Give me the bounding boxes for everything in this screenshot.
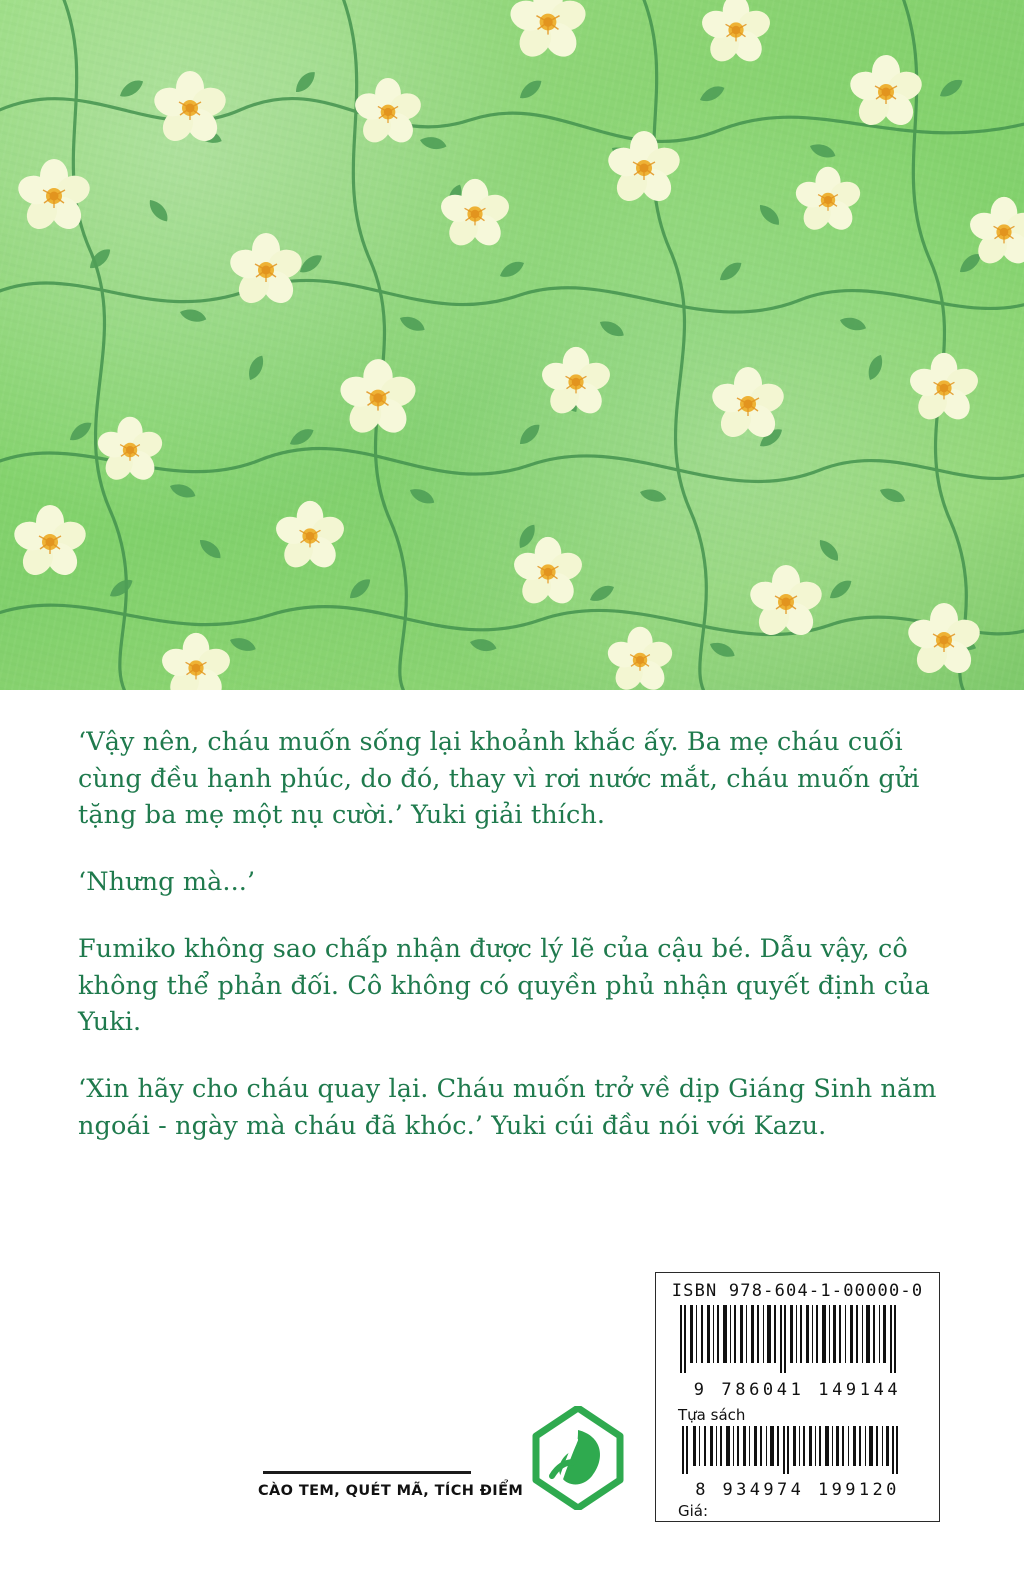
- ean13-barcode-primary: [666, 1305, 929, 1379]
- ean13-bars-primary: [666, 1305, 931, 1379]
- scratch-points-block: [258, 1471, 524, 1499]
- ean13-digits-secondary: 8 934974 199120: [695, 1480, 900, 1500]
- ean13-barcode-secondary: [670, 1426, 925, 1480]
- ean13-bars-secondary: [670, 1426, 927, 1478]
- eco-logo-svg: [532, 1406, 624, 1510]
- leaf-bird-eco-logo: [532, 1406, 624, 1510]
- barcode-box: [655, 1272, 940, 1522]
- excerpt-text: [78, 724, 938, 1144]
- excerpt-paragraph-3: Fumiko không sao chấp nhận được lý lẽ của cậu bé. Dẫu vậy, cô không thể phản đối. Cô không có quyền phủ nhận quyết định của Yuki.: [78, 933, 930, 1038]
- excerpt-paragraph-1: ‘Vậy nên, cháu muốn sống lại khoảnh khắc ấy. Ba mẹ cháu cuối cùng đều hạnh phúc, do đó, thay vì rơi nước mắt, cháu muốn gửi tặng ba mẹ một nụ cười.’ Yuki giải thích.: [78, 727, 920, 831]
- scratch-label: CÀO TEM, QUÉT MÃ, TÍCH ĐIỂM: [258, 1483, 524, 1499]
- price-label: Giá:: [678, 1502, 709, 1520]
- isbn-label: ISBN 978-604-1-00000-0: [671, 1281, 924, 1301]
- floral-illustration: [0, 0, 1024, 690]
- book-title-label: Tựa sách: [678, 1406, 746, 1424]
- excerpt-paragraph-2: ‘Nhưng mà...’: [78, 867, 256, 898]
- ean13-digits-primary: 9 786041 149144: [693, 1380, 902, 1400]
- floral-vine-svg: [0, 0, 1024, 690]
- scratch-divider: [263, 1471, 471, 1474]
- excerpt-paragraph-4: ‘Xin hãy cho cháu quay lại. Cháu muốn trở về dịp Giáng Sinh năm ngoái - ngày mà cháu đã khóc.’ Yuki cúi đầu nói với Kazu.: [78, 1074, 937, 1141]
